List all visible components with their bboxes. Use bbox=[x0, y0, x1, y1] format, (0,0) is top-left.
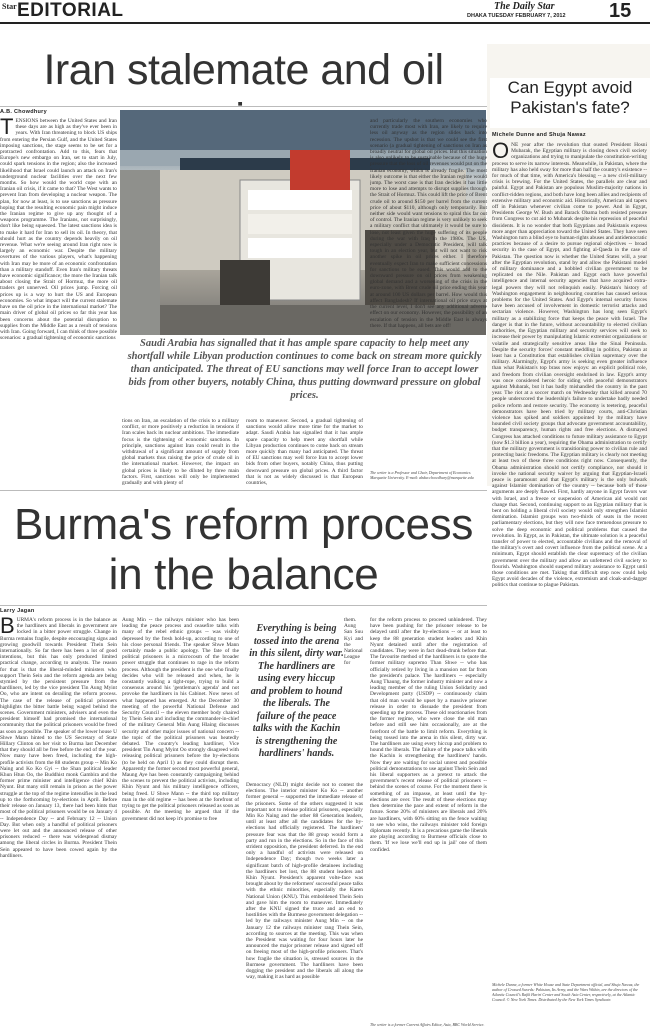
star-logo: Star bbox=[2, 2, 17, 11]
article1-author-bio: The writer is a Professor and Chair, Department of Economics Marquette University. E-mail: abdur.chowdhury@marquette.edu bbox=[370, 470, 474, 480]
article2-column bbox=[492, 142, 647, 977]
divider bbox=[0, 106, 487, 107]
article2-text: NE year after the revolution that ousted President Hosni Mubarak, the Egyptian military is closing down civil society organizations and trying to manipulate the constitution-writing process to serve its narrow interests. Meanwhile, in Pakistan, where the military has also held sway for more than half the country's existence -- for much of that time, with America's blessing -- a new civil-military crisis is brewing. For the United States, the parallels are clear and painful. Egypt and Pakistan are populous Muslim-majority nations in conflict-ridden regions, and both have long been allies and recipients of extensive military and economic aid. Historically, American aid tapers off in Pakistan whenever civilian come to power. And in Egypt, Presidents George W. Bush and Barack Obama both resisted pressure from Congress to cut aid to Mubarak despite his repression of peaceful dissidents. It is no wonder that both Egyptians and Pakistanis express more anger than appreciation toward the United States. They have seen Washington turn a blind eye to human-rights abuses and antidemocratic practices because of a desire to pursue regional objectives -- broad security in the case of Egypt, and fighting al-Qaeda in the case of Pakistan. The question now is whether the United States will, a year after the Egyptian revolution, stand by and allow the Pakistani model of military dominance and a hobbled civilian government to be replicated on the Nile. Pakistan and Egypt each have powerful intelligence and internal security agencies that have acquired extra-legal powers they will not relinquish easily. Pakistan's history of Washington engagement in neighbouring countries has caused serious problems for the United States. And Egypt's internal security forces have been accused of involvement in domestic terrorist attacks and sectarian violence. However, Washington has long seen Egypt's military as a stabilizing force that keeps the peace with Israel. The danger is that in the future, without accountability to elected civilian authorities, the Egyptian military and security services will seek to increase their power by manipulating Islamic extremist organizations or volatile and strategically sensitive areas like the Sinai Peninsula. Despite the security forces' constant meddling in politics, Pakistan at least has a Constitution that establishes civilian supremacy over the military. Alarmingly, Egypt's army is seeking even greater influence than what Pakistan's top brass now enjoys: an explicit political role, and freedom from civilian oversight enshrined in law. Egypt's army was once considered heroic for siding with peaceful demonstrators against Mubarak, but it has badly mishandled the country in the past year. The riot at a soccer match on Wednesday that killed around 70 people underscored the leadership's failure to undertake badly needed police reform and restore security. The economy is teetering, peaceful demonstrators have been tried by military courts, anti-Christian violence has spiked and soldiers appointed by the military have hounded civil society groups that advocate government accountability, budget transparency, human rights and free elections. A dismayed Congress has attached conditions to future military assistance to Egypt (now $1.3 billion a year), requiring the Obama administration to certify that the military government is transitioning power to civilian rule and protecting basic freedoms. The Egyptian military is clearly not meeting at least two of these three conditions right now. Consequently, the Obama administration should not certify compliance, nor should it invoke the national security waiver by arguing that Egyptian-Israeli peace is paramount and that Egypt's military is the only bulwark against Islamist domination of the country -- because both of those arguments are deeply flawed. First, hardly anyone in Egypt favors war with Israel, and a freeze or suspension of American aid would not change that. Second, continuing support to an Egyptian military that is bent on holding a liberal civil society would only strengthen Islamist domination. Islamist groups won two-thirds of seats in the recent parliamentary elections, but they will now face tremendous pressure to solve the deep economic and political problems that caused the revolution. In Egypt, as in Pakistan, the ultimate solution is a peaceful transfer of power to elected, accountable civilians and the removal of the military's overt and covert influence from the political scene. At a minimum, Egypt should establish the clear supremacy of the civilian government over the military and allow an unfettered civil society to flourish. Washington should suspend military assistance to Egypt until those conditions are met. Taking that difficult step now could help Egypt avoid decades of the violence, extremism and cloak-and-dagger politics that continue to plague Pakistan. bbox=[492, 142, 647, 589]
article2-dropcap: O bbox=[492, 142, 510, 163]
article2-headline: Can Egypt avoid Pakistan's fate? bbox=[490, 78, 650, 128]
page-number: 15 bbox=[609, 0, 632, 22]
article1-pull-quote: Saudi Arabia has signalled that it has ample spare capacity to help meet any shortfall while Libyan production continues to come back on stream more quickly than anticipated. The threat of EU sanctions may well force Iran to accept lower bids from other buyers, notably China, thus putting downward pressure on global prices. bbox=[127, 338, 482, 401]
masthead bbox=[0, 0, 650, 24]
article1-text-1: ENSIONS between the United States and Iran these days are as high as they've ever been in years. With Iran threatening to block US ships from entering the Persian Gulf, and the United States imposing sanctions, the stage seems to be set for a protracted confrontation. Add to this, fears that Europe's new embargo on Iran, set to start in July, could spark tensions in the region; also the increased likelihood that Israel could launch an attack on Iran's underground nuclear facilities over the next few months. So how would the world cope with an Iranian oil crisis, if it came to that? The West wants to prevent Iran from developing a nuclear weapon. The plan, for now at least, is to use sanctions as pressure hoping that the resulting economic pain might induce the Iranian regime to give up any thought of a weapons programme. The Iranians, not surprisingly, don't like being squeezed. The latest sanctions idea is to make it hard for Iran to sell its oil. In theory, that should hurt as the country depends heavily on oil revenue. What we're seeing around Iran right now is largely an economic war. Despite the military overtures of the various players, what's happening with Iran may be more of an economic confrontation than a military standoff. Even Iran's military threats have economic significance; the more the Iranian talk about closing the Strait of Hormuz, the more oil traders get unnerved. Oil prices jump. Forcing oil prices up is a way to hurt the US and European economies. So what impact will the current stalemate have on the oil price in the international market? The main driver of global oil prices so far this year has been concerns about the potential disruption to supplies from the Middle East as a result of tensions with Iran. Going forward, I can think of three possible scenarios: a gradual tightening of economic sanctions bbox=[0, 118, 117, 342]
article1-column-2 bbox=[122, 418, 239, 486]
article2-author-bio: Michele Dunne, a former White House and State Department official, and Shuja Nawaz, the author of Crossed Swords: Pakistan, Its Army, and the Wars Within, are the directors of the Atlantic Council's Rafik Hariri Center and South Asia Center, respectively, at the Atlantic Council. © New York Times. Distributed by the New York Times Syndicate. bbox=[492, 982, 640, 1002]
article1-column-1 bbox=[0, 118, 117, 484]
article3-text-4: for the reform process to proceed unhindered. They have been pushing for the prisoner release to be delayed until after the by-elections -- or at least to keep the 88 generation student leaders and Khin Nyunt detained until after the registration of candidates. They were in fact dead-drunk before that. The favourite method of the hardliners is to quote the former military supremo Than Shwe -- who has officially retired by living in a mansion not far from the president's palace. The hardliners -- especially Aung Thaung, the former industry minister and now a leading member of the ruling Union Solidarity and Development party (USDP) -- continuously claim that old man would be upset by a massive prisoner release in order to dissuade the president from speeding up the process. These old reactionaries from the former regime, who were close the old man before and still see him occasionally, are at the forefront of the battle to limit reform. Everything is being tossed into the arena in this silent, dirty war. The hardliners are using every hiccup and problem to hound the liberals. The failure of the peace talks with the Kachin is strengthening the hardliners' hands. Now they are waiting for social unrest and possible political demonstrations to use against Thein Sein and his liberal supporters as a pretext to attack the government's recent release of political prisoners -- behind the scenes of course. For the moment there is something of an impasse, at least until the by-elections are over. The result of these elections may then determine the pace and extent of reform in the future. Some 20% of ministers are liberals and 20% are hardliners, with 60% sitting on the fence waiting to see who wins, the railways minister told foreign diplomats recently. It is a precarious game the liberals are playing according to Burmese officials close to them. 'If we lose we'll end up in jail' one of them confided. bbox=[370, 617, 487, 853]
article3-headline: Burma's reform process in the balance bbox=[13, 500, 474, 599]
article2-byline: Michele Dunne and Shuja Nawaz bbox=[492, 132, 586, 138]
divider bbox=[0, 605, 487, 606]
article3-author-bio: The writer is a former Current Affairs Editor, Asia, BBC World Service. bbox=[370, 1022, 485, 1027]
article3-text-3: them. Aung San Suu Kyi and the National League for Democracy (NLD) might decide not to contest the elections. The interior minister Ko Ko -- another former general -- supported the immediate release of the prisoners. Some of the others suggested it was important not to release political prisoners, especially Min Ko Naing and the other 88 Generation leaders, until at least after all the candidates for the by-elections had officially registered. The hardliners' pressure fear was that the 88 group would form a party and run in the elections. So in the face of this strident opposition, the president deferred. In the end only a handful of activists were released on Independence Day; though two weeks later a significant batch of high-profile detainees including the hardliners bet lost, the 88 student leaders and Khin Nyunt. President's apparent volte-face was brought about by the reformers' successful peace talks with the ethnic minorities, especially the Karen National Union (KNU). This emboldened Thein Sein and gave him the room to maneuver. Immediately after the KNU signed the truce and an end to hostilities with the Burmese government delegation -- led by the railways minister Aung Min -- on the January 12 the railways minister rang Thein Sein, according to sources at the meeting. This was when the President was waiting for four hours later he announced the major prisoner release and signed off on freeing most of the high-profile prisoners. That's how fragile the situation is, stressed sources in the Burmese government. The hardliners have been dogging the president and the liberals all along the way, making it as hard as possible bbox=[246, 617, 363, 981]
article3-text-2: Aung Min -- the railways minister who has been leading the peace process and ceasefire talks with many of the rebel ethnic groups -- was visibly depressed by the fresh hold-up, according to one of his close personal friends. The speaker Shwe Mann certainly made a public apology. The fate of the political prisoners is a microcosm of the broader power struggle that continues to rage in the reform process. Although the president is the one who finally decides who will be released and when, he is constantly walking a tight-rope, trying to build a consensus around his 'gentleman's agenda' and not provoke the hardliners in his Cabinet. Now news of what happened has emerged. At the December 30 meeting of the powerful National Defense and Security Council -- the eleven member body chaired by Thein Sein and including the commander-in-chief of the military General Min Aung Hlaing discusses security and other major issues of national concern -- the topic of the political prisoners was heatedly debated. The country's leading hardliner, Vice president Tin Aung Myint Oo strongly disagreed with releasing political prisoners before the by-elections (to be held on April 1) as they could disrupt them. Apparently the former second most powerful general, Maung Aye has been constantly campaigning behind the scenes to prevent the political activists, including Khin Nyunt and his military intelligence officers, being freed. U Shwe Mann -- the third top military man in the old regime -- has been at the forefront of trying to get the political prisoners released as soon as possible. At the meeting he argued that if the government did not keep it's promise to free bbox=[122, 617, 239, 822]
article1-text-2: tions on Iran, an escalation of the crisis to a military conflict, or more positively a reduction in tensions if Iran scales back its nuclear ambitions. The immediate focus is the tightening of economic sanctions. In principle, sanctions against Iran could result in the withdrawal of a significant amount of supply from global markets thus raising the price of crude oil in the international market. However, the impact on global prices is likely to be diluted by three main factors. First, sanctions will only be implemented gradually and with plenty of bbox=[122, 418, 239, 486]
article3-byline: Larry Jagan bbox=[0, 608, 35, 614]
article1-byline: A.B. Chowdhury bbox=[0, 109, 47, 115]
article3-pull-quote: Everything is being tossed into the arena in this silent, dirty war. The hardliners are using every hiccup and problem to hound the liberals. The failure of the peace talks with the Kachin is strengthening the hardliners' hands. bbox=[249, 623, 344, 759]
section-title: EDITORIAL bbox=[17, 0, 124, 21]
article1-dropcap: T bbox=[0, 118, 14, 139]
article1-text-3: room to maneuver. Second, a gradual tightening of sanctions would allow more time for the market to adapt. Saudi Arabia has signalled that it has ample spare capacity to help meet any shortfall while Libyan production continues to come back on stream more quickly than many had anticipated. The threat of EU sanctions may well force Iran to accept lower bids from other buyers, notably China, thus putting downward pressure on global prices. A third factor that is not as widely discussed is that European countries, bbox=[246, 418, 363, 486]
divider bbox=[0, 490, 487, 491]
article3-text-1: URMA's reform process is in the balance as the hardliners and liberals in government are locked in a bitter power struggle. Change in Burma remains fragile, despite encouraging signs and growing goodwill towards President Thein Sein internationally. So far there has been a lot of good intentions, but this has only produced limited practical change, according to analysts. The reason for that is that the liberal-minded ministers who support Thein Sein and the reform agenda are being stymied by the persistent pressure from the hardliners, led by the vice president Tin Aung Myint Oo, who are intent on derailing the reform process. The case of the release of political prisoners highlights the bitter battle being waged behind the scenes. Government ministers, advisers and even the president himself had promised the international community that the political prisoners would be freed as soon as possible. The speaker of the lower house U Shwe Mann hinted to the US Secretary of State Hillary Clinton on her visit to Burma last December that they should all be free before the end of the year. Now many have been freed, including the high-profile activists from the 88 students group -- Min Ko Naing and Ko Ko Gyi -- the Shan political leader Khun Htun Oo, the Buddhist monk Gambira and the former prime minister and intelligence chief Khin Nyunt. But many still remain in prison as the power struggle at the top of the regime intensifies in the lead up to the forthcoming by-elections in April. Before their release on January 13, there had been hints that most of the political prisoners would be on January 4 -- Independence Day -- and February 12 -- Union Day. But when only a handful of political prisoners were let out and the announced release of other prisoners reduced -- there was widespread dismay among the liberal circles in Burma. President Thein Sein appeared to have been cowed again by the hardliners. bbox=[0, 617, 117, 859]
article3-column-1 bbox=[0, 617, 117, 1030]
article1-headline: Iran stalemate and oil bbox=[43, 46, 444, 94]
issue-date: DHAKA TUESDAY FEBRUARY 7, 2012 bbox=[467, 13, 566, 19]
paper-name: The Daily Star bbox=[494, 1, 555, 12]
article1-text-4: and particularly the southern economies who currently trade most with Iran, are likely to require less oil anyway as the region slides back into recession. The upshot is that we could see the first scenario (a gradual tightening of sanctions on Iran as broadly neutral for global oil prices. But this situation is also unlikely to be sustainable because of the huge pressure that the loss of oil revenues would put on the Iranian economy, which is already fragile. The most likely outcome is that either the Iranian regime would jump. The worst case is that Iran decides it has little more to lose and attempts to disrupt supplies through the Strait of Hormuz. This could lift the price of Brent crude oil to around $150 per barrel from the current price of about $110, although only temporarily. But neither side would want tensions to spiral this far out of control. The Iranian regime is very unlikely to seek a military conflict that ultimately it would be sure to lose, not least given the huge suffering of its people during the war with Iraq in the 1980s. The US, especially under a Democratic President, will talk tough in an election year, but will not want to risk another spike in oil prices either. I therefore eventually expect Iran to make sufficient concessions for sanctions to be eased. This would add to the downward pressure on oil prices from weakening global demand and a worsening of the crisis in the euro-zone, with Brent crude oil price ending this year at around 100 US dollars per barrel. How would this affect Bangladesh? If international oil price stays at the current level, I don't see any additional adverse effect on our economy. However, the possibility of an escalation of tension in the Middle East is always there. If that happens, all bets are off! bbox=[370, 118, 487, 329]
article1-column-4 bbox=[370, 118, 487, 468]
article1-column-3 bbox=[246, 418, 363, 486]
article3-column-4 bbox=[370, 617, 487, 1022]
article3-dropcap: B bbox=[0, 617, 15, 638]
article3-column-2 bbox=[122, 617, 239, 1030]
